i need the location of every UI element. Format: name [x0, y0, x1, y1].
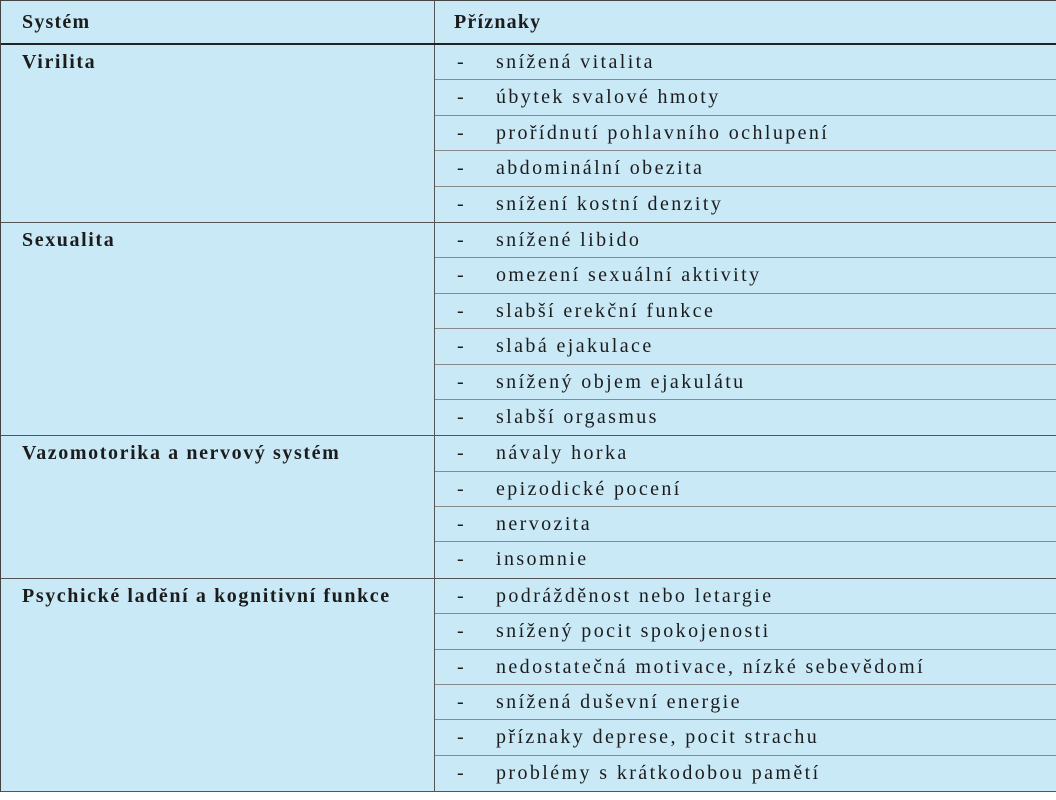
- symptom-row: [435, 329, 1056, 364]
- symptom-list: [435, 223, 1056, 435]
- table-header: [1, 1, 1056, 45]
- group-sexualita: [1, 223, 1056, 436]
- bullet-dash: -: [457, 761, 464, 784]
- header-system-cell: [1, 1, 435, 43]
- bullet-dash: -: [457, 513, 464, 536]
- symptom-text: snížený objem ejakulátu: [496, 370, 746, 393]
- bullet-dash: -: [457, 691, 464, 714]
- symptom-text: prořídnutí pohlavního ochlupení: [496, 121, 830, 144]
- bullet-dash: -: [457, 299, 464, 322]
- group-name: Virilita: [1, 45, 435, 222]
- symptom-row: [435, 720, 1056, 755]
- symptom-row: [435, 365, 1056, 400]
- symptom-row: [435, 151, 1056, 186]
- symptom-row: [435, 400, 1056, 435]
- symptom-row: [435, 579, 1056, 614]
- symptom-text: snížení kostní denzity: [496, 192, 724, 215]
- symptom-list: [435, 436, 1056, 578]
- symptom-row: [435, 756, 1056, 791]
- symptom-row: [435, 187, 1056, 222]
- symptom-text: návaly horka: [496, 442, 629, 465]
- bullet-dash: -: [457, 442, 464, 465]
- symptom-text: omezení sexuální aktivity: [496, 264, 762, 287]
- symptom-text: slabá ejakulace: [496, 335, 654, 358]
- header-symptoms-cell: [435, 1, 1056, 43]
- symptom-text: slabší orgasmus: [496, 405, 659, 428]
- symptom-row: [435, 542, 1056, 577]
- symptom-text: epizodické pocení: [496, 477, 682, 500]
- symptom-row: [435, 116, 1056, 151]
- symptom-row: [435, 258, 1056, 293]
- symptom-row: [435, 80, 1056, 115]
- symptom-row: [435, 507, 1056, 542]
- symptom-text: snížený pocit spokojenosti: [496, 620, 771, 643]
- symptom-text: nedostatečná motivace, nízké sebevědomí: [496, 655, 926, 678]
- bullet-dash: -: [457, 192, 464, 215]
- symptom-row: [435, 650, 1056, 685]
- group-name: Psychické ladění a kognitivní funkce: [1, 579, 435, 791]
- group-psychicke-ladeni: [1, 579, 1056, 792]
- group-virilita: [1, 45, 1056, 223]
- bullet-dash: -: [457, 335, 464, 358]
- symptom-text: příznaky deprese, pocit strachu: [496, 726, 820, 749]
- symptom-row: [435, 614, 1056, 649]
- symptom-text: slabší erekční funkce: [496, 299, 716, 322]
- symptom-text: snížené libido: [496, 228, 642, 251]
- symptom-text: snížená vitalita: [496, 51, 655, 73]
- symptom-row: [435, 685, 1056, 720]
- symptom-text: problémy s krátkodobou pamětí: [496, 761, 821, 784]
- bullet-dash: -: [457, 548, 464, 571]
- symptom-row: [435, 223, 1056, 258]
- header-symptoms-label: Příznaky: [454, 11, 542, 33]
- bullet-dash: -: [457, 228, 464, 251]
- symptom-row: [435, 45, 1056, 80]
- header-system-label: Systém: [22, 11, 91, 33]
- bullet-dash: -: [457, 86, 464, 109]
- bullet-dash: -: [457, 655, 464, 678]
- symptom-text: úbytek svalové hmoty: [496, 86, 721, 109]
- bullet-dash: -: [457, 620, 464, 643]
- bullet-dash: -: [457, 370, 464, 393]
- group-vazomotorika: [1, 436, 1056, 579]
- symptom-list: [435, 45, 1056, 222]
- symptom-text: insomnie: [496, 548, 589, 571]
- bullet-dash: -: [457, 121, 464, 144]
- symptom-row: [435, 294, 1056, 329]
- bullet-dash: -: [457, 51, 464, 73]
- symptom-text: abdominální obezita: [496, 157, 705, 180]
- symptom-row: [435, 472, 1056, 507]
- symptom-text: podrážděnost nebo letargie: [496, 584, 774, 607]
- bullet-dash: -: [457, 584, 464, 607]
- group-name: Sexualita: [1, 223, 435, 435]
- bullet-dash: -: [457, 264, 464, 287]
- bullet-dash: -: [457, 726, 464, 749]
- symptom-row: [435, 436, 1056, 471]
- bullet-dash: -: [457, 477, 464, 500]
- bullet-dash: -: [457, 405, 464, 428]
- bullet-dash: -: [457, 157, 464, 180]
- symptom-text: nervozita: [496, 513, 593, 536]
- symptom-text: snížená duševní energie: [496, 691, 742, 714]
- symptom-list: [435, 579, 1056, 791]
- group-name: Vazomotorika a nervový systém: [1, 436, 435, 578]
